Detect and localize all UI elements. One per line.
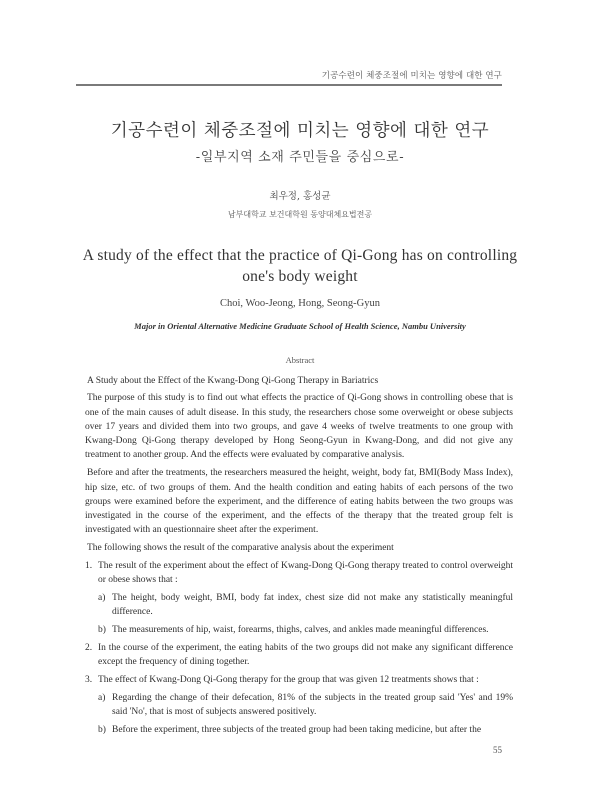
- korean-title: 기공수련이 체중조절에 미치는 영향에 대한 연구: [110, 121, 490, 141]
- abstract-heading: Abstract: [285, 355, 315, 365]
- abstract-paragraph: Before and after the treatments, the researchers measured the height, weight, body fat, BMI(Body Mass Index), hip size, etc. of two groups of them. And the health condition and eating habits of each persons of the two groups were examined before the experiment, and the difference of eating habits between the two groups was investigated in the course of the experiment, and the effects of the therapy that the treated group felt is investigated with an questionnaire sheet after the experiment.: [85, 468, 513, 536]
- result-marker: 1.: [85, 561, 93, 572]
- result-subitem: [85, 591, 513, 620]
- result-marker: 2.: [85, 643, 93, 654]
- result-subitem: [85, 623, 513, 637]
- abstract-paragraph: The following shows the result of the comparative analysis about the experiment: [87, 543, 394, 554]
- english-affiliation: Major in Oriental Alternative Medicine Graduate School of Health Science, Nambu University: [134, 321, 466, 331]
- english-authors: Choi, Woo-Jeong, Hong, Seong-Gyun: [220, 298, 380, 309]
- korean-authors: 최우정, 홍성균: [269, 191, 331, 202]
- korean-subtitle: -일부지역 소재 주민들을 중심으로-: [195, 150, 405, 165]
- result-text: In the course of the experiment, the eating habits of the two groups did not make any significant difference except the frequency of dining together.: [98, 643, 513, 668]
- subitem-text: Before the experiment, three subjects of the treated group had been taking medicine, but after the: [112, 725, 482, 736]
- subitem-text: The measurements of hip, waist, forearms, thighs, calves, and ankles made meaningful differences.: [112, 625, 489, 636]
- result-item: [85, 559, 513, 588]
- subitem-text: The height, body weight, BMI, body fat index, chest size did not make any statistically meaningful difference.: [112, 593, 513, 618]
- result-item: [85, 673, 513, 687]
- result-item: [85, 641, 513, 670]
- result-marker: 3.: [85, 675, 93, 686]
- abstract-body: [85, 374, 513, 741]
- subitem-marker: a): [98, 692, 106, 703]
- subitem-marker: b): [98, 625, 106, 636]
- korean-affiliation: 남부대학교 보건대학원 동양대체요법전공: [227, 210, 373, 219]
- subitem-marker: a): [98, 593, 106, 604]
- subitem-marker: b): [98, 725, 106, 736]
- header-rule: [76, 84, 502, 86]
- result-subitem: [85, 691, 513, 720]
- result-subitem: [85, 723, 513, 737]
- english-title: A study of the effect that the practice of Qi-Gong has on controlling one's body weight: [82, 247, 518, 285]
- abstract-title: A Study about the Effect of the Kwang-Dong Qi-Gong Therapy in Bariatrics: [87, 376, 379, 386]
- subitem-text: Regarding the change of their defecation, 81% of the subjects in the treated group said 'Yes' and 19% said 'No', that is most of subjects answered positively.: [112, 692, 513, 718]
- result-text: The effect of Kwang-Dong Qi-Gong therapy for the group that was given 12 treatments shows that :: [98, 675, 479, 686]
- result-text: The result of the experiment about the effect of Kwang-Dong Qi-Gong therapy treated to control overweight or obese shows that :: [98, 561, 513, 586]
- page-number: 55: [493, 745, 502, 755]
- abstract-paragraph: The purpose of this study is to find out what effects the practice of Qi-Gong shows in controlling obese that is one of the main causes of adult disease. In this study, the researchers chose some overweight or obese subjects over 17 years and divided them into two groups, and gave 4 weeks of twelve treatments to one group with Kwang-Dong Qi-Gong therapy developed by Hong Seong-Gyun in Kwang-Dong, and did not give any treatment to another group. And the effects were evaluated by comparative analysis.: [85, 393, 513, 461]
- running-head: 기공수련이 체중조절에 미치는 영향에 대한 연구: [321, 71, 502, 81]
